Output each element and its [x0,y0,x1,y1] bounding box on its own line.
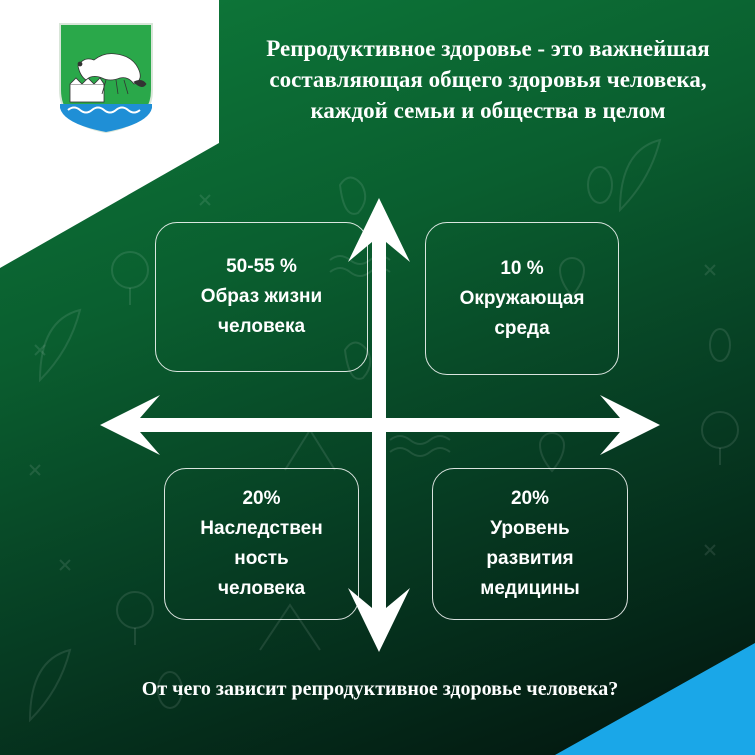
factor-label-line: человека [217,316,306,337]
factor-label-line: Наследствен [200,518,323,539]
factor-box-lifestyle [155,222,368,372]
factor-percent: 10 % [500,257,544,279]
factor-label-line: человека [217,578,306,599]
factor-percent: 50-55 % [226,256,297,277]
factor-label-line: Уровень [490,518,570,539]
factor-box-medicine [432,468,628,620]
factor-label-line: развития [486,548,574,569]
factor-percent: 20% [242,488,281,509]
factor-box-environment [425,222,619,375]
factor-percent: 20% [510,488,550,509]
page-title: Репродуктивное здоровье - это важнейшая составляющая общего здоровья человека, каждой семьи и общества в целом [266,36,710,123]
factor-label-line: Образ жизни [200,286,323,307]
factor-label-line: ность [234,548,289,569]
question-caption: От чего зависит репродуктивное здоровье человека? [141,678,619,700]
factor-box-heredity [164,468,359,620]
factor-label-line: среда [494,317,550,339]
factor-label-line: медицины [480,578,580,599]
factor-label-line: Окружающая [459,287,585,309]
horizontal-axis-shaft [140,418,620,432]
